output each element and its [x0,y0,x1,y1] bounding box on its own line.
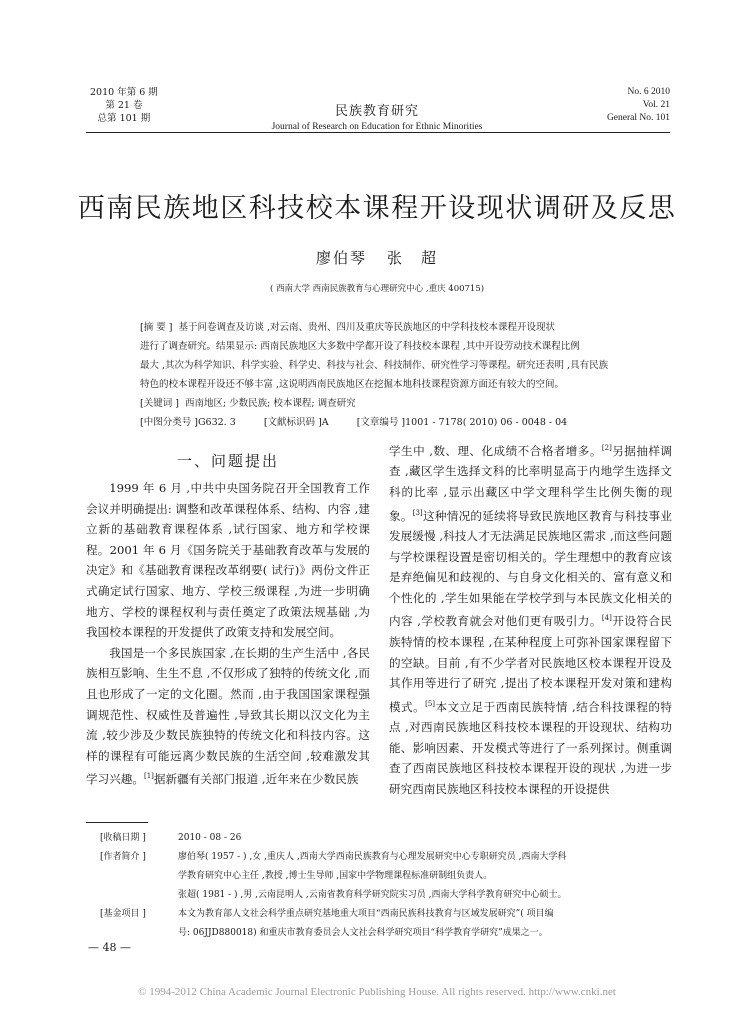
received-date: 2010 - 08 - 26 [178,833,242,843]
author-name: 廖伯琴 [315,249,367,267]
page-number: — 48 — [88,941,131,954]
keywords: 西南地区; 少数民族; 校本课程; 调查研究 [184,398,356,409]
journal-title-cn: 民族教育研究 [334,104,419,119]
abstract-block [140,318,656,432]
author-bio-line: 学教育研究中心主任 ,教授 ,博士生导师 ,国家中学物理课程标准研制组负责人。 [178,871,493,881]
doc-code-label: [文献标识码 ] [263,417,322,428]
author-bio-label: [作者简介 ] [100,852,146,862]
header-rule [86,132,670,133]
keywords-line [140,394,656,413]
issue-info-en [607,86,670,125]
section-heading: 一、问题提出 [176,452,279,470]
received-label: [收稿日期 ] [100,833,146,843]
doc-code-value: A [321,417,329,428]
body-column-right [389,438,672,800]
body-paragraph: 1999 年 6 月 ,中共中央国务院召开全国教育工作会议并明确提出: 调整和改革课程体系、结构、内容 ,建立新的基础教育课程体系 ,试行国家、地方和学校课程。2001 年 6 月《国务院关于基础教育改革与发展的决定》和《基础教育课程改革纲要( 试行)》两份文件正式确定试行国家、地方、学校三级课程 ,为进一步明确地方、学校的课程权利与责任奠定了政策法规基础 ,为我国校本课程的开发提供了政策支持和发展空间。 [86,481,370,640]
abstract-line: 进行了调查研究。结果显示: 西南民族地区大多数中学都开设了科技校本课程 ,其中开设劳动技术课程比例 [140,341,580,352]
clc-value: G632. 3 [197,417,236,428]
classification-line [140,413,656,432]
issue-general: 总第 101 期 [97,113,151,124]
abstract-label: [摘 要 ] [140,322,173,333]
journal-title-en: Journal of Research on Education for Ethnic Minorities [271,122,483,132]
issue-general-en: General No. 101 [606,113,670,123]
fund-line: 号: 06JJD880018) 和重庆市教育委员会人文社会科学研究项目“科学教育学研究”成果之一。 [178,928,548,938]
issue-volume: 第 21 卷 [105,100,143,111]
footnotes [100,829,672,943]
fund-label: [基金项目 ] [100,909,146,919]
body-paragraph: 学生中 ,数、理、化成绩不合格者增多。[2]另据抽样调查 ,藏区学生选择文科的比率明显高于内地学生选择文科的比率 ,显示出藏区中学文理科学生比例失衡的现象。[3]这种情况的延续将导致民族地区教育与科技事业发展缓慢 ,科技人才无法满足民族地区需求 ,而这些问题与学校课程设置是密切相关的。学生理想中的教育应该是弃绝偏见和歧视的、与自身文化相关的、富有意义和个性化的 ,学生如果能在学校学到与本民族文化相关的内容 ,学校教育就会对他们更有吸引力。[4]开设符合民族特情的校本课程 ,在某种程度上可弥补国家课程留下的空缺。目前 ,有不少学者对民族地区校本课程开设及其作用等进行了研究 ,提出了校本课程开发对策和建构模式。[5]本文立足于西南民族特情 ,结合科技课程的特点 ,对西南民族地区科技校本课程的开设现状、结构功能、影响因素、开发模式等进行了一系列探讨。侧重调查了西南民族地区科技校本课程开设的现状 ,为进一步研究西南民族地区科技校本课程的开设提供 [389,443,672,796]
abstract-line: 特色的校本课程开设还不够丰富 ,这说明西南民族地区在挖掘本地科技课程资源方面还有较大的空间。 [140,379,565,390]
author-name: 张 超 [387,249,439,267]
issue-no-en: No. 6 2010 [627,87,670,97]
copyright-notice: © 1994-2012 China Academic Journal Electronic Publishing House. All rights reserved. http://www.cnki.net [138,986,616,998]
abstract-line: 最大 ,其次为科学知识、科学实验、科学史、科技与社会、科技制作、研究性学习等课程。研究还表明 ,具有民族 [140,360,609,371]
article-no-label: [文章编号 ] [356,417,406,428]
author-bio-line: 廖伯琴( 1957 - ) ,女 ,重庆人 ,西南大学西南民族教育与心理发展研究中心专职研究员 ,西南大学科 [178,852,567,862]
fund-row [100,905,672,924]
article-title: 西南民族地区科技校本课程开设现状调研及反思 [77,193,677,224]
author-bio-line: 张超( 1981 - ) ,男 ,云南昆明人 ,云南省教育科学研究院实习员 ,西南大学科学教育研究中心硕士。 [178,890,567,900]
article-no-value: 1001 - 7178( 2010) 06 - 0048 - 04 [405,417,568,428]
issue-vol-en: Vol. 21 [642,100,670,110]
abstract-line: [摘 要 ] 基于问卷调查及访谈 ,对云南、贵州、四川及重庆等民族地区的中学科技校本课程开设现状 [140,322,555,333]
author-affiliation: ( 西南大学 西南民族教育与心理研究中心 ,重庆 400715) [269,284,485,294]
received-date-row [100,829,672,848]
author-bio-row [100,848,672,867]
fund-line: 本文为教育部人文社会科学重点研究基地重大项目“西南民族科技教育与区域发展研究”( 项目编 [178,909,554,919]
author-list [0,247,754,268]
issue-year: 2010 年第 6 期 [90,87,158,98]
footnote-rule [86,822,148,823]
keywords-label: [关键词 ] [140,398,179,409]
body-column-left [86,478,370,790]
body-paragraph: 我国是一个多民族国家 ,在长期的生产生活中 ,各民族相互影响、生生不息 ,不仅形成了独特的传统文化 ,而且也形成了一定的文化圈。然而 ,由于我国国家课程强调规范性、权威性及普遍性 ,导致其长期以汉文化为主流 ,较少涉及少数民族独特的传统文化和科技内容。这样的课程有可能远离少数民族的生活空间 ,较难激发其学习兴趣。[1]据新疆有关部门报道 ,近年来在少数民族 [86,645,370,787]
clc-label: [中图分类号 ] [140,417,198,428]
